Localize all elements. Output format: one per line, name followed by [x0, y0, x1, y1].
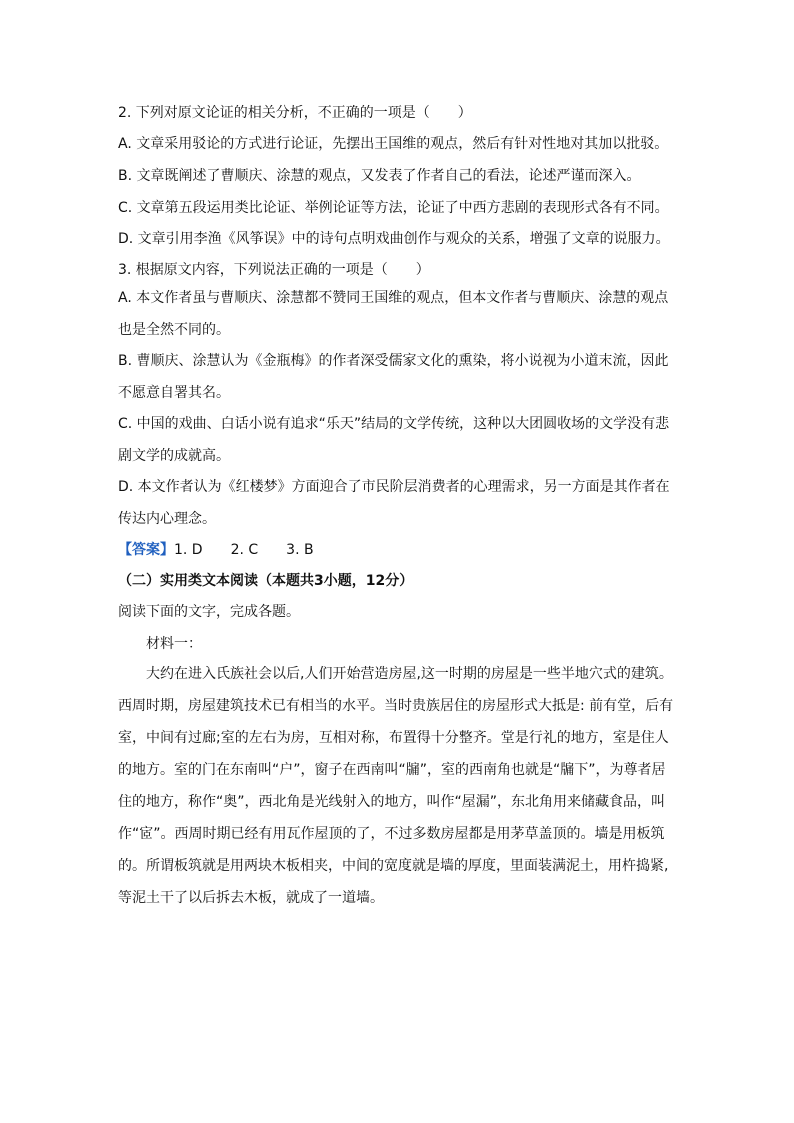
- question-2-option-c: C. 文章第五段运用类比论证、举例论证等方法，论证了中西方悲剧的表现形式各有不同。: [118, 200, 669, 216]
- answer-tag: 【答案】: [118, 542, 174, 558]
- answer-line: [118, 540, 314, 560]
- question-2-option-d: D. 文章引用李渔《风筝误》中的诗句点明戏曲创作与观众的关系，增强了文章的说服力。: [118, 231, 670, 247]
- material-text: 大约在进入氏族社会以后,人们开始营造房屋,这一时期的房屋是一些半地穴式的建筑。西周时期，房屋建筑技术已有相当的水平。当时贵族居住的房屋形式大抵是: 前有堂，后有室，中间有过廊;室的左右为房，互相对称，布置得十分整齐。堂是行礼的地方，室是住人的地方。室的门在东南叫“户”，窗子在西南叫“牖”，室的西南角也就是“牖下”，为尊者居住的地方，称作“奥”，西北角是光线射入的地方，叫作“屋漏”，东北角用来储藏食品，叫作“宧”。西周时期已经有用瓦作屋顶的了，不过多数房屋都是用茅草盖顶的。墙是用板筑的。所谓板筑就是用两块木板相夹，中间的宽度就是墙的厚度，里面装满泥土，用杵捣紧,等泥土干了以后拆去木板，就成了一道墙。: [118, 666, 674, 906]
- question-3-stem: 3. 根据原文内容，下列说法正确的一项是（ ）: [118, 262, 430, 278]
- section-instruction: 阅读下面的文字，完成各题。: [118, 604, 300, 620]
- answer-text: 1. D 2. C 3. B: [174, 542, 314, 558]
- question-3-option-b: B. 曹顺庆、涂慧认为《金瓶梅》的作者深受儒家文化的熏染，将小说视为小道末流，因此不愿意自署其名。: [118, 353, 669, 401]
- question-2-option-a: A. 文章采用驳论的方式进行论证，先摆出王国维的观点，然后有针对性地对其加以批驳。: [118, 136, 669, 152]
- question-3-option-d: D. 本文作者认为《红楼梦》方面迎合了市民阶层消费者的心理需求，另一方面是其作者在传达内心理念。: [118, 479, 670, 527]
- question-2-option-b: B. 文章既阐述了曹顺庆、涂慧的观点，又发表了作者自己的看法，论述严谨而深入。: [118, 168, 641, 184]
- question-2-stem: 2. 下列对原文论证的相关分析，不正确的一项是（ ）: [118, 105, 472, 121]
- material-label: 材料一：: [146, 636, 202, 652]
- question-3-option-c: C. 中国的戏曲、白话小说有追求“乐天”结局的文学传统，这种以大团圆收场的文学没有悲剧文学的成就高。: [118, 416, 670, 464]
- question-3-option-a: A. 本文作者虽与曹顺庆、涂慧都不赞同王国维的观点，但本文作者与曹顺庆、涂慧的观点也是全然不同的。: [118, 290, 669, 338]
- section-heading: （二）实用类文本阅读（本题共3小题，12分）: [118, 573, 414, 589]
